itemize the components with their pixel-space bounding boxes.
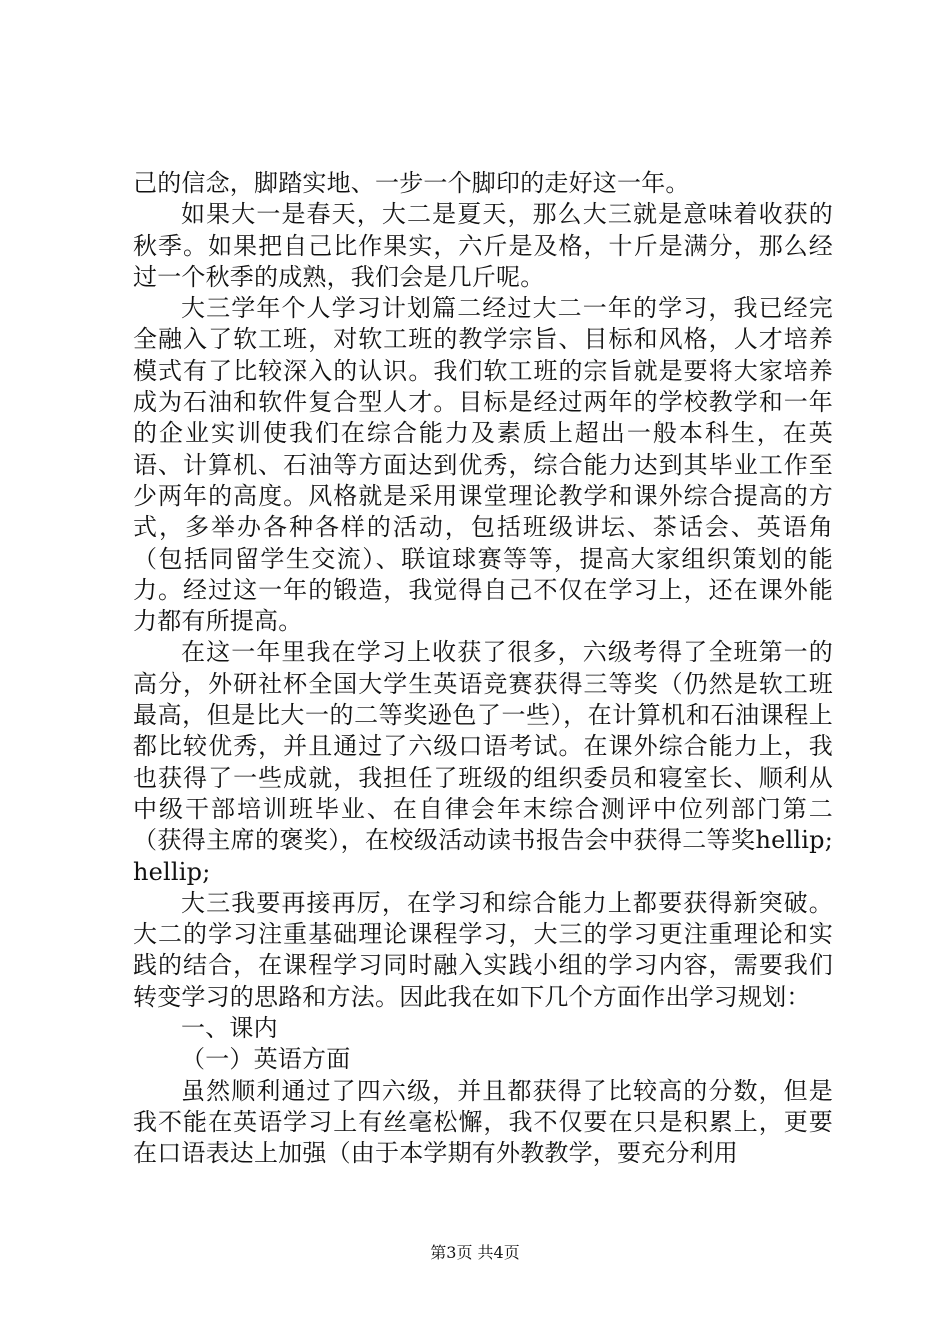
subsection-heading-english: （一）英语方面 <box>181 1045 351 1074</box>
page-number-label: 第3页 共4页 <box>430 1243 520 1262</box>
paragraph-2: 如果大一是春天，大二是夏天，那么大三就是意味着收获的秋季。如果把自己比作果实，六斤是及格，十斤是满分，那么经过一个秋季的成熟，我们会是几斤呢。 <box>133 200 833 291</box>
paragraph-4: 在这一年里我在学习上收获了很多，六级考得了全班第一的高分，外研社杯全国大学生英语竞赛获得三等奖（仍然是软工班最高，但是比大一的二等奖逊色了一些），在计算机和石油课程上都比较优秀，并且通过了六级口语考试。在课外综合能力上，我也获得了一些成就，我担任了班级的组织委员和寝室长、顺利从中级干部培训班毕业、在自律会年末综合测评中位列部门第二（获得主席的褒奖），在校级活动读书报告会中获得二等奖hellip;hellip; <box>133 638 833 886</box>
page-footer <box>0 1243 950 1263</box>
paragraph-3: 大三学年个人学习计划篇二经过大二一年的学习，我已经完全融入了软工班，对软工班的教学宗旨、目标和风格，人才培养模式有了比较深入的认识。我们软工班的宗旨就是要将大家培养成为石油和软件复合型人才。目标是经过两年的学校教学和一年的企业实训使我们在综合能力及素质上超出一般本科生，在英语、计算机、石油等方面达到优秀，综合能力达到其毕业工作至少两年的高度。风格就是采用课堂理论教学和课外综合提高的方式，多举办各种各样的活动，包括班级讲坛、茶话会、英语角（包括同留学生交流）、联谊球赛等等，提高大家组织策划的能力。经过这一年的锻造，我觉得自己不仅在学习上，还在课外能力都有所提高。 <box>133 294 833 636</box>
paragraph-6: 虽然顺利通过了四六级，并且都获得了比较高的分数，但是我不能在英语学习上有丝毫松懈，我不仅要在只是积累上，更要在口语表达上加强（由于本学期有外教教学，要充分利用 <box>133 1076 833 1168</box>
section-heading-in-class: 一、课内 <box>181 1014 278 1043</box>
document-body <box>133 168 833 1170</box>
paragraph-5: 大三我要再接再厉，在学习和综合能力上都要获得新突破。大二的学习注重基础理论课程学习，大三的学习更注重理论和实践的结合，在课程学习同时融入实践小组的学习内容，需要我们转变学习的思路和方法。因此我在如下几个方面作出学习规划： <box>133 888 833 1011</box>
paragraph-1: 己的信念，脚踏实地、一步一个脚印的走好这一年。 <box>133 169 690 197</box>
